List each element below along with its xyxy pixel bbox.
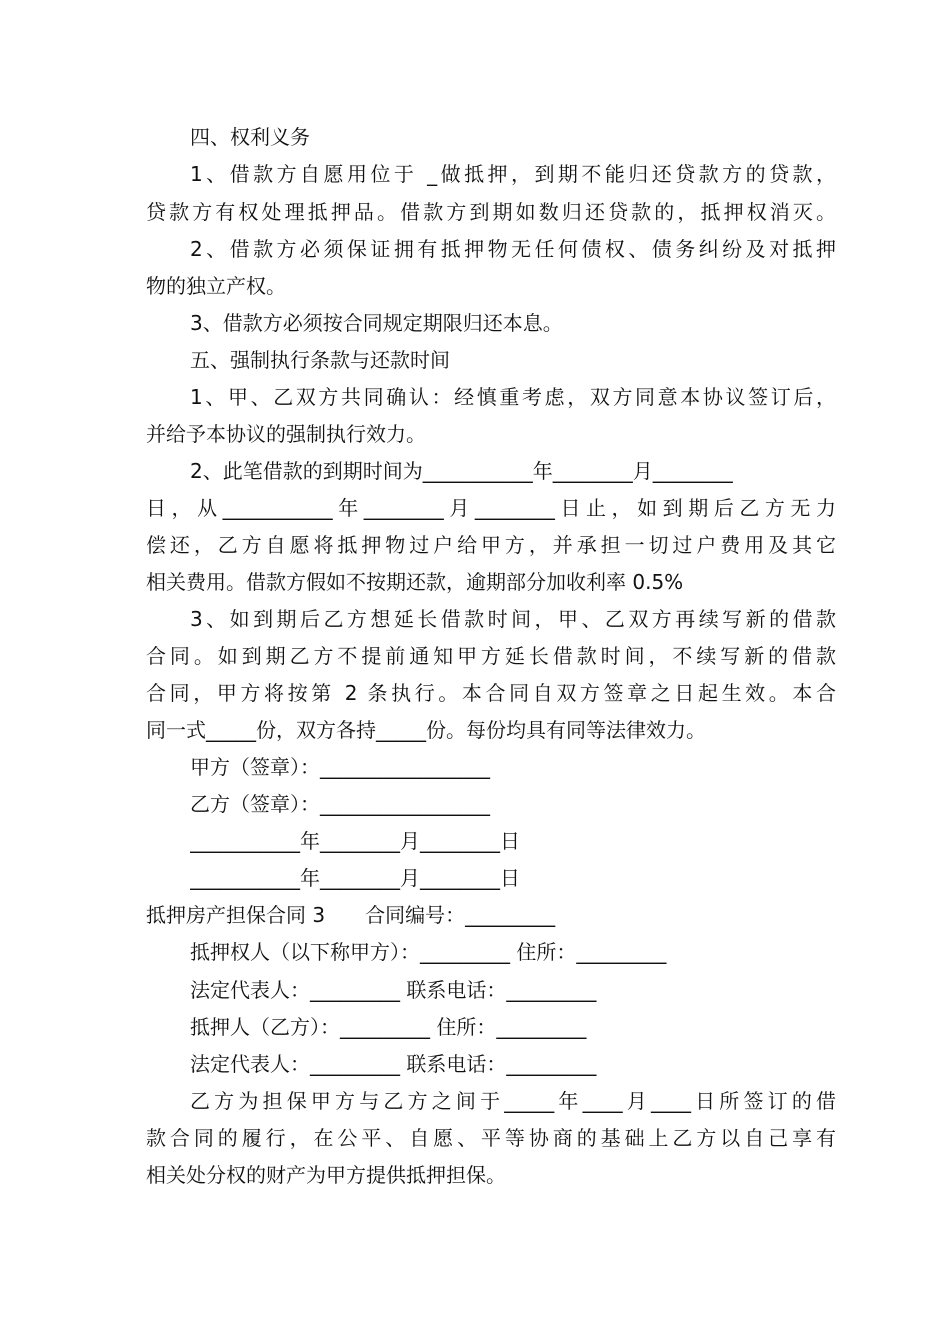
paragraph-line: 1、借款方自愿用位于 _做抵押，到期不能归还贷款方的贷款， (190, 162, 836, 186)
paragraph-line: 偿还，乙方自愿将抵押物过户给甲方，并承担一切过户费用及其它 (146, 533, 836, 557)
mortgagor-line: 抵押人（乙方）：_________ 住所：_________ (190, 1015, 587, 1039)
date-line: ___________年________月________日 (190, 829, 520, 853)
paragraph-line: 1、甲、乙双方共同确认：经慎重考虑，双方同意本协议签订后， (190, 385, 836, 409)
paragraph-line: 2、借款方必须保证拥有抵押物无任何债权、债务纠纷及对抵押 (190, 237, 836, 261)
paragraph-line: 合同，甲方将按第 2 条执行。本合同自双方签章之日起生效。本合 (146, 681, 836, 705)
party-a-signature-line: 甲方（签章）：_________________ (190, 755, 490, 779)
date-line: ___________年________月________日 (190, 866, 520, 890)
paragraph-line: 合同。如到期乙方不提前通知甲方延长借款时间，不续写新的借款 (146, 644, 836, 668)
section-heading-rights: 四、权利义务 (190, 125, 310, 149)
paragraph-line: 贷款方有权处理抵押品。借款方到期如数归还贷款的，抵押权消灭。 (146, 200, 836, 224)
paragraph-line: 3、如到期后乙方想延长借款时间，甲、乙双方再续写新的借款 (190, 607, 836, 631)
paragraph-line: 物的独立产权。 (146, 274, 286, 298)
legal-representative-line: 法定代表人：_________ 联系电话：_________ (190, 978, 597, 1002)
paragraph-line: 并给予本协议的强制执行效力。 (146, 422, 426, 446)
section-heading-enforcement: 五、强制执行条款与还款时间 (190, 348, 450, 372)
legal-representative-line: 法定代表人：_________ 联系电话：_________ (190, 1052, 597, 1076)
party-b-signature-line: 乙方（签章）：_________________ (190, 792, 490, 816)
mortgagee-line: 抵押权人（以下称甲方）：_________ 住所：_________ (190, 940, 667, 964)
paragraph-line: 乙方为担保甲方与乙方之间于_____年____月____日所签订的借 (190, 1089, 836, 1113)
paragraph-line: 同一式_____份，双方各持_____份。每份均具有同等法律效力。 (146, 718, 706, 742)
paragraph-line: 款合同的履行，在公平、自愿、平等协商的基础上乙方以自己享有 (146, 1126, 836, 1150)
paragraph-line: 相关费用。借款方假如不按期还款，逾期部分加收利率 0.5% (146, 570, 684, 594)
paragraph-line: 3、借款方必须按合同规定期限归还本息。 (190, 311, 563, 335)
contract-title-line: 抵押房产担保合同 3 合同编号：_________ (146, 903, 556, 927)
paragraph-line: 2、此笔借款的到期时间为___________年________月________ (190, 459, 733, 483)
paragraph-line: 相关处分权的财产为甲方提供抵押担保。 (146, 1163, 506, 1187)
paragraph-line: 日，从___________年________月________日止，如到期后乙方无力 (146, 496, 836, 520)
